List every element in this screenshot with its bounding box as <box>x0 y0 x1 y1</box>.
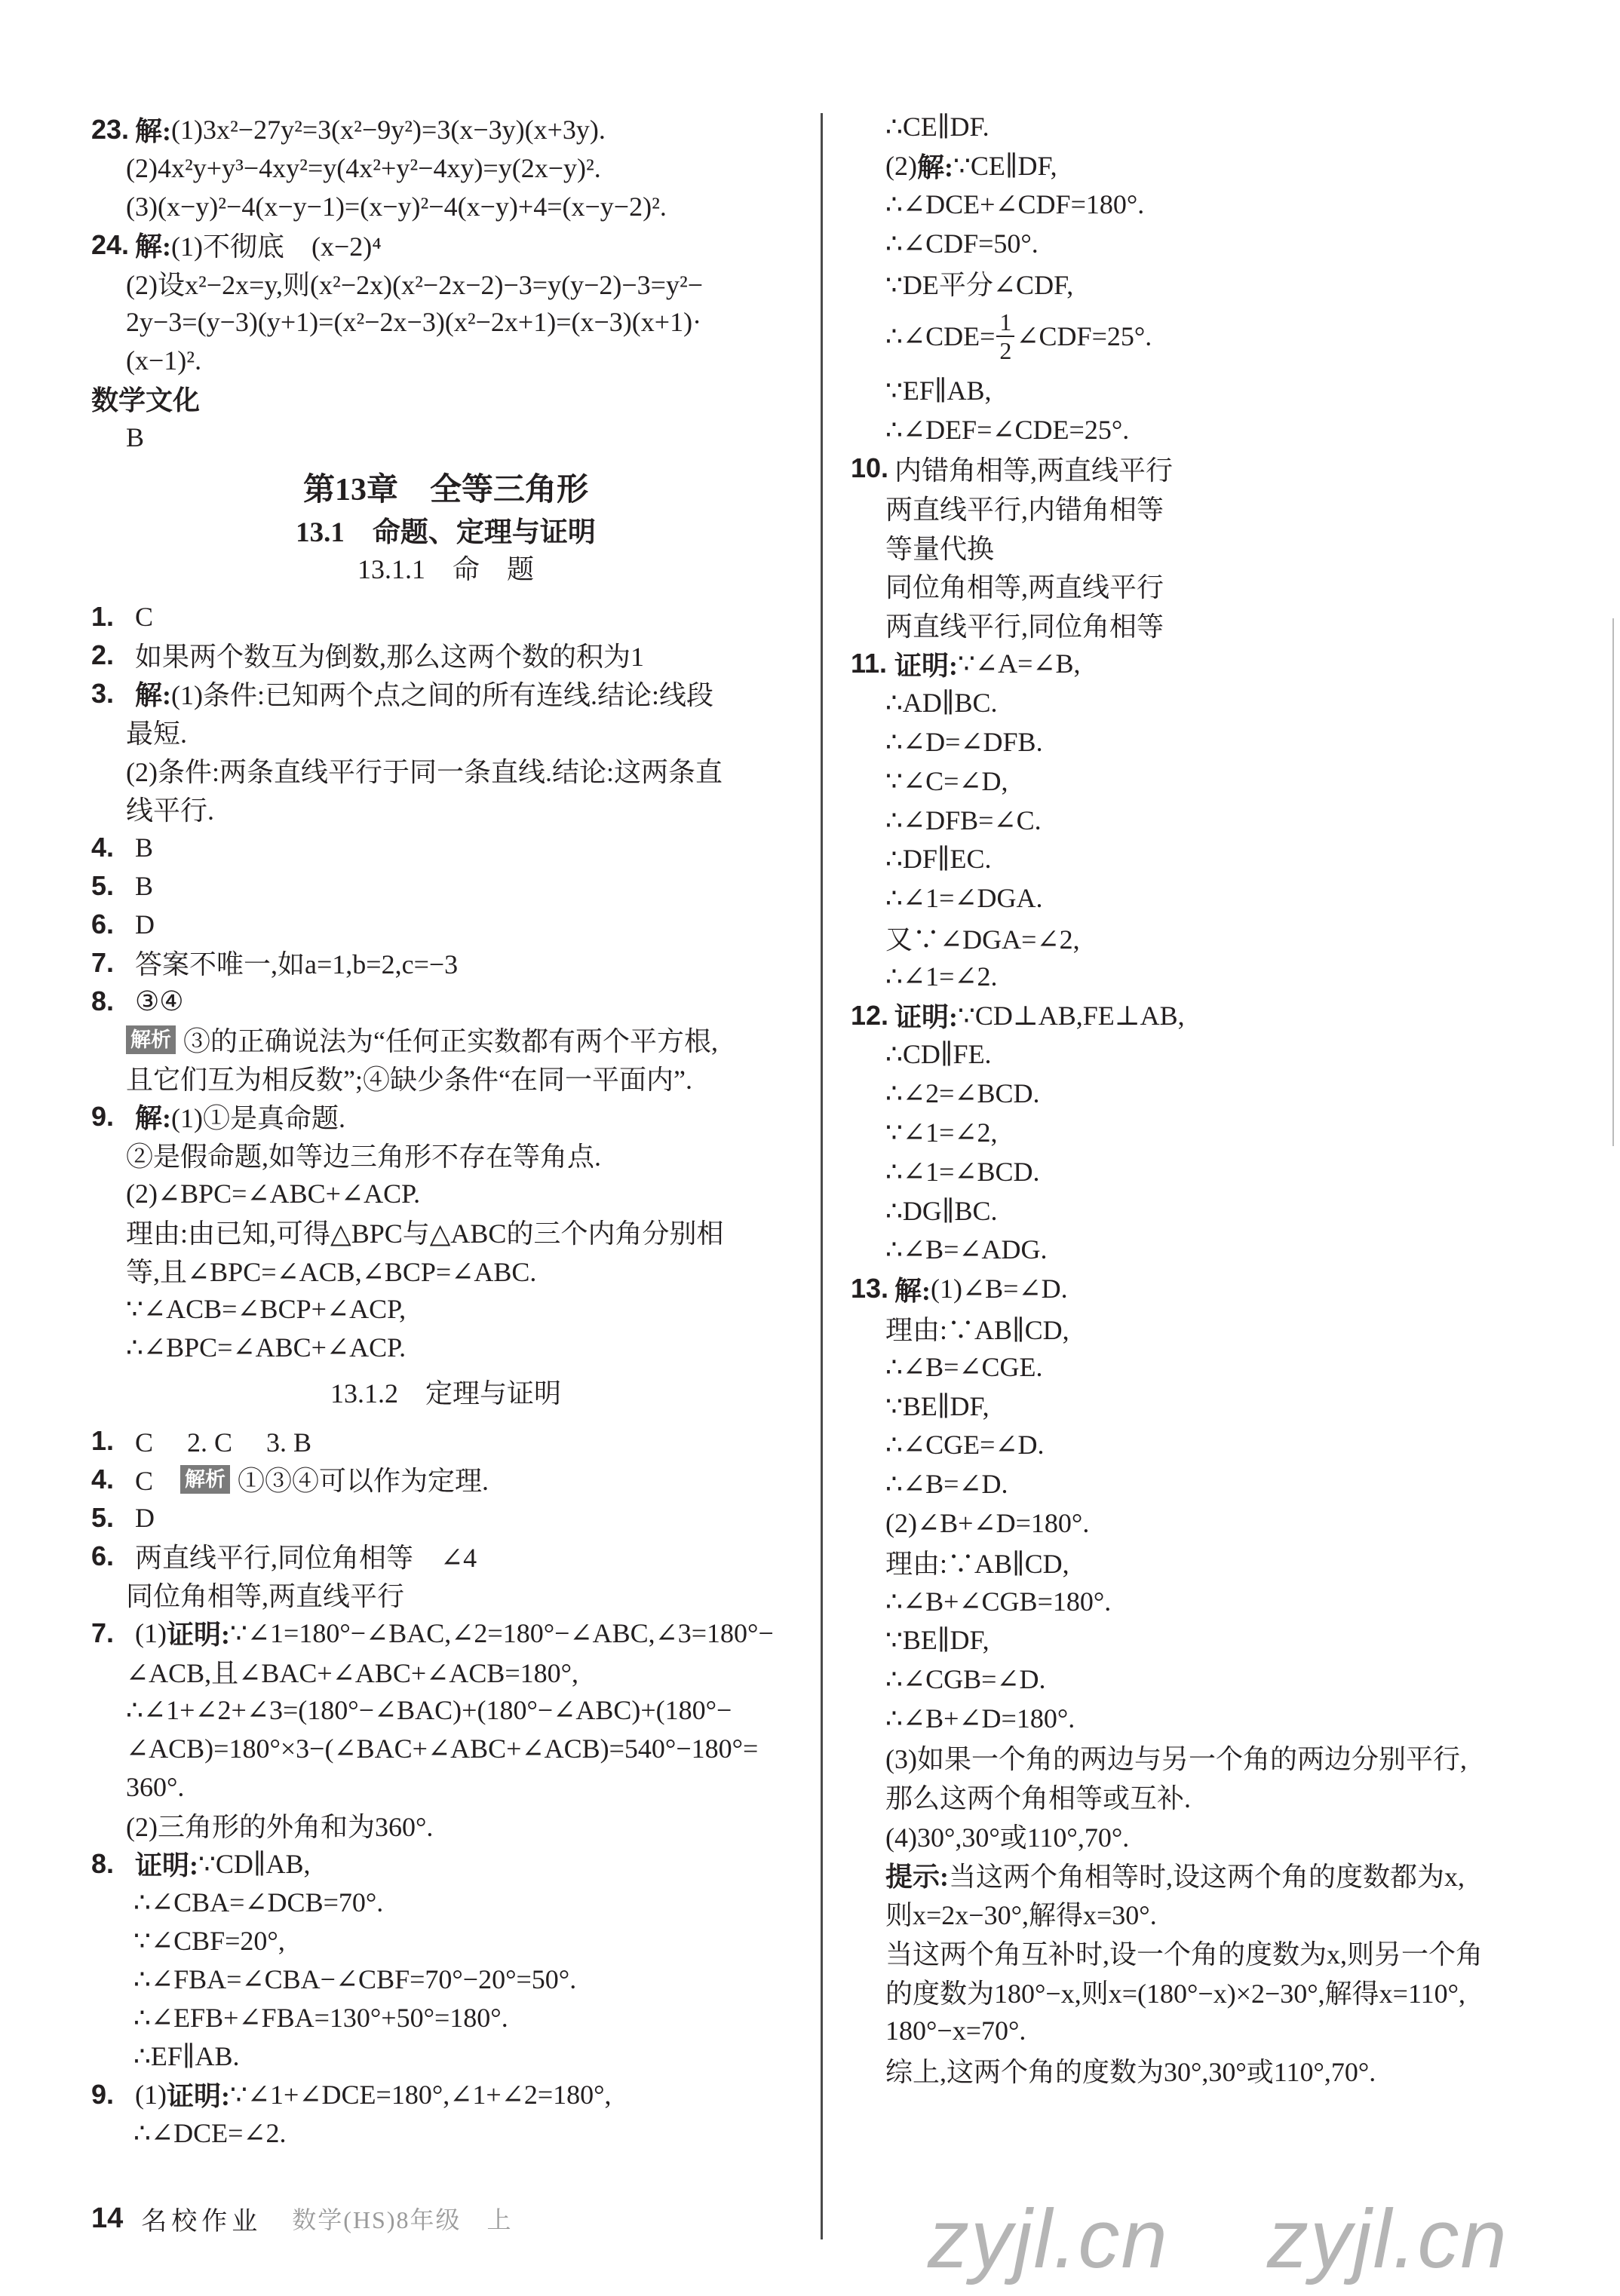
item-number: 8. <box>91 1847 115 1879</box>
answer-text: C <box>135 1466 181 1496</box>
answer-text: 13.1 命题、定理与证明 <box>296 517 596 548</box>
answer-text: 理由:∵AB∥CD, <box>885 1549 1069 1580</box>
answer-line <box>851 1855 1597 1894</box>
answer-text: (2)三角形的外角和为360°. <box>126 1812 434 1842</box>
section-heading <box>91 1372 815 1411</box>
answer-item <box>851 1269 1597 1308</box>
answer-lead: 提示: <box>885 1861 949 1892</box>
answer-item <box>851 449 1597 489</box>
answer-text: ③的正确说法为“任何正实数都有两个平方根, <box>183 1026 718 1056</box>
answer-text: (3)(x−y)²−4(x−y−1)=(x−y)²−4(x−y)+4=(x−y−2)². <box>126 191 667 222</box>
answer-line <box>851 957 1597 996</box>
answer-text: ∴∠FBA=∠CBA−∠CBF=70°−20°=50°. <box>133 1963 577 1994</box>
answer-line <box>91 789 815 828</box>
answer-line <box>91 1174 815 1212</box>
answer-item <box>91 674 815 713</box>
answer-text: 等,且∠BPC=∠ACB,∠BCP=∠ABC. <box>126 1257 537 1287</box>
answer-text: 当这两个角互补时,设一个角的度数为x,则另一个角 <box>885 1939 1483 1970</box>
item-number: 7. <box>91 1617 115 1648</box>
answer-text: ∴∠DEF=∠CDE=25°. <box>885 414 1130 445</box>
answer-text: ∴∠CBA=∠DCB=70°. <box>133 1887 384 1917</box>
answer-text: ∵∠ACB=∠BCP+∠ACP, <box>126 1293 407 1324</box>
answer-line <box>851 1699 1597 1738</box>
answer-line <box>851 371 1597 410</box>
answer-text: ∴∠B=∠CGE. <box>885 1351 1043 1382</box>
answer-line <box>851 107 1597 146</box>
answer-item <box>91 1460 815 1498</box>
answer-text: ∵BE∥DF, <box>885 1390 989 1421</box>
answer-line <box>851 801 1597 840</box>
answer-text: (1)3x²−27y²=3(x²−9y²)=3(x−3y)(x+3y). <box>171 114 606 145</box>
answer-text: (2)条件:两条直线平行于同一条直线.结论:这两条直 <box>126 757 723 787</box>
answer-line <box>851 1231 1597 1270</box>
answer-line <box>851 1464 1597 1504</box>
answer-line <box>91 2114 815 2152</box>
answer-item <box>91 943 815 982</box>
answer-line <box>91 1729 815 1767</box>
answer-text: ∴∠1=∠DGA. <box>885 883 1043 914</box>
answer-lead: 证明: <box>894 650 958 681</box>
answer-lead: 解: <box>135 1103 171 1133</box>
scan-edge-line <box>1612 618 1614 1146</box>
answer-text: (2)∠B+∠D=180°. <box>885 1507 1090 1538</box>
item-number: 24. <box>91 228 130 260</box>
answer-line <box>91 1289 815 1328</box>
answer-text: ∠CDF=25°. <box>1016 321 1152 352</box>
answer-text: ∵EF∥AB, <box>885 375 992 406</box>
answer-line <box>851 1191 1597 1231</box>
page-footer <box>91 2198 513 2239</box>
left-column <box>91 110 815 2152</box>
answer-text: ∴∠B+∠D=180°. <box>885 1703 1075 1733</box>
answer-line <box>851 410 1597 449</box>
answer-text: ∵CD⊥AB,FE⊥AB, <box>958 1000 1185 1031</box>
answer-line <box>851 1152 1597 1191</box>
item-number: 1. <box>91 1424 115 1456</box>
answer-text: ∴∠D=∠DFB. <box>885 727 1043 758</box>
section-heading <box>91 464 815 510</box>
answer-text: ∴CE∥DF. <box>885 111 989 142</box>
answer-text: B <box>126 421 145 452</box>
answer-item <box>91 828 815 866</box>
answer-text: ∵CE∥DF, <box>953 150 1057 181</box>
answer-line <box>91 1652 815 1691</box>
answer-lead: 证明: <box>166 1620 230 1650</box>
answer-line <box>91 1212 815 1251</box>
answer-text: 线平行. <box>126 795 215 826</box>
answer-text: (1)∠B=∠D. <box>931 1274 1068 1304</box>
answer-lead: 解: <box>135 116 171 146</box>
answer-text: ∵DE平分∠CDF, <box>885 269 1074 300</box>
answer-text: D <box>135 909 155 940</box>
answer-line <box>91 751 815 789</box>
answer-text: 第13章 全等三角形 <box>302 473 588 507</box>
answer-text: C 2. C 3. B <box>135 1427 312 1458</box>
analysis-badge: 解析 <box>180 1465 230 1494</box>
answer-text: 最短. <box>126 719 188 749</box>
answer-text: (2)4x²y+y³−4xy²=y(4x²+y²−4xy)=y(2x−y)². <box>126 152 601 183</box>
answer-item <box>91 1097 815 1136</box>
item-number: 9. <box>91 2078 115 2110</box>
fraction <box>996 308 1014 364</box>
answer-lead: 解: <box>916 152 953 183</box>
answer-text: 同位角相等,两直线平行 <box>126 1581 405 1611</box>
answer-text: ∴AD∥BC. <box>885 688 998 719</box>
answer-text: ∴∠EFB+∠FBA=130°+50°=180°. <box>133 2002 508 2033</box>
answer-item <box>91 982 815 1020</box>
page-number: 14 <box>91 2202 124 2234</box>
part-label: (1) <box>135 2079 167 2110</box>
answer-item <box>91 1844 815 1883</box>
answer-text: ∴∠DFB=∠C. <box>885 805 1042 835</box>
answer-text: ①③④可以作为定理. <box>238 1466 489 1496</box>
item-number: 23. <box>91 113 130 145</box>
answer-text: 180°−x=70°. <box>885 2016 1026 2046</box>
answer-line <box>851 1113 1597 1152</box>
part-label: (2) <box>885 150 917 181</box>
item-number: 9. <box>91 1100 115 1132</box>
item-number: 12. <box>851 999 889 1031</box>
answer-text: ∴∠DCE+∠CDF=180°. <box>885 189 1145 220</box>
watermark: zyjl.cn <box>1267 2193 1508 2285</box>
answer-line <box>851 527 1597 566</box>
item-number: 4. <box>91 831 115 863</box>
answer-text: ∴∠CGB=∠D. <box>885 1664 1046 1695</box>
answer-item <box>91 636 815 674</box>
answer-text: ∵∠A=∠B, <box>958 648 1081 679</box>
section-heading <box>91 379 815 418</box>
answer-text: 则x=2x−30°,解得x=30°. <box>885 1900 1157 1931</box>
answer-item <box>851 645 1597 684</box>
answer-line <box>851 918 1597 957</box>
answer-text: (1)不彻底 (x−2)⁴ <box>171 231 382 262</box>
column-divider <box>821 113 823 2239</box>
item-number: 11. <box>851 648 888 679</box>
answer-text: ∴∠1+∠2+∠3=(180°−∠BAC)+(180°−∠ABC)+(180°− <box>126 1694 732 1725</box>
answer-text: 两直线平行,同位角相等 <box>885 612 1164 642</box>
answer-line <box>91 1691 815 1729</box>
answer-line <box>851 762 1597 801</box>
answer-text: ∠ACB,且∠BAC+∠ABC+∠ACB=180°, <box>126 1658 579 1688</box>
answer-item <box>91 2075 815 2114</box>
footer-brand: 名校作业 <box>141 2207 262 2236</box>
item-number: 7. <box>91 946 115 978</box>
answer-text: ∵∠1=180°−∠BAC,∠2=180°−∠ABC,∠3=180°− <box>229 1617 774 1648</box>
answer-text: 等量代换 <box>885 533 995 564</box>
answer-line <box>91 341 815 379</box>
answer-text: 同位角相等,两直线平行 <box>885 572 1164 603</box>
answer-text: ∵∠1+∠DCE=180°,∠1+∠2=180°, <box>229 2079 612 2110</box>
answer-line <box>851 1387 1597 1426</box>
answer-text: ∴∠B+∠CGB=180°. <box>885 1586 1112 1617</box>
footer-subject: 数学(HS)8年级 上 <box>292 2206 513 2233</box>
answer-line <box>851 1426 1597 1465</box>
answer-text: ∴DF∥EC. <box>885 844 992 875</box>
answer-lead: 证明: <box>894 1002 958 1033</box>
answer-line <box>91 1251 815 1289</box>
answer-line <box>851 263 1597 302</box>
item-number: 4. <box>91 1463 115 1494</box>
answer-text: ∵BE∥DF, <box>885 1625 989 1656</box>
answer-text: 答案不唯一,如a=1,b=2,c=−3 <box>135 949 459 979</box>
item-number: 10. <box>851 452 889 484</box>
item-number: 1. <box>91 600 115 632</box>
answer-item <box>91 597 815 636</box>
answer-text: ∴DG∥BC. <box>885 1195 998 1226</box>
answer-line <box>851 1582 1597 1621</box>
item-number: 6. <box>91 908 115 940</box>
fraction-numerator: 1 <box>996 308 1014 337</box>
answer-line <box>91 713 815 751</box>
answer-item <box>91 866 815 905</box>
answer-text: ∴∠2=∠BCD. <box>885 1078 1040 1109</box>
answer-lead: 解: <box>894 1275 931 1306</box>
answer-text: 且它们互为相反数”;④缺少条件“在同一平面内”. <box>126 1065 692 1095</box>
answer-line <box>851 1894 1597 1933</box>
answer-line <box>851 1620 1597 1660</box>
answer-text: (1)①是真命题. <box>171 1103 345 1133</box>
answer-line <box>851 1738 1597 1777</box>
answer-line <box>91 1921 815 1960</box>
answer-lead: 解: <box>135 231 171 262</box>
answer-text: 如果两个数互为倒数,那么这两个数的积为1 <box>135 642 645 672</box>
answer-line <box>851 1816 1597 1855</box>
answer-line <box>851 2011 1597 2050</box>
answer-text: ∴∠1=∠BCD. <box>885 1156 1040 1187</box>
answer-text: ∴∠B=∠D. <box>885 1469 1008 1500</box>
answer-text: (2)设x²−2x=y,则(x²−2x)(x²−2x−2)−3=y(y−2)−3=y²− <box>126 270 704 300</box>
item-number: 5. <box>91 1501 115 1533</box>
answer-line <box>851 1347 1597 1387</box>
answer-text: 理由:∵AB∥CD, <box>885 1314 1069 1345</box>
answer-text: ∴∠B=∠ADG. <box>885 1234 1048 1265</box>
answer-text: 的度数为180°−x,则x=(180°−x)×2−30°,解得x=110°, <box>885 1979 1466 2009</box>
answer-line <box>851 2050 1597 2089</box>
answer-line <box>91 1998 815 2037</box>
answer-text: 数学文化 <box>91 385 201 415</box>
answer-text: ∴EF∥AB. <box>133 2040 240 2071</box>
item-number: 5. <box>91 869 115 901</box>
answer-text: ∴∠1=∠2. <box>885 961 998 992</box>
part-label: (1) <box>135 1617 167 1648</box>
answer-text: ∴∠CGE=∠D. <box>885 1430 1045 1461</box>
answer-line <box>91 1136 815 1174</box>
answer-line <box>91 1020 815 1059</box>
answer-item <box>91 1614 815 1652</box>
answer-line <box>91 418 815 456</box>
item-number: 6. <box>91 1540 115 1571</box>
answer-item <box>91 225 815 264</box>
answer-line <box>851 566 1597 605</box>
answer-line <box>851 224 1597 263</box>
answer-text: C <box>135 601 154 632</box>
answer-text: 那么这两个角相等或互补. <box>885 1783 1192 1814</box>
answer-line <box>851 605 1597 645</box>
section-heading <box>91 548 815 587</box>
answer-line <box>91 149 815 187</box>
answer-text: 两直线平行,内错角相等 <box>885 494 1164 525</box>
answer-text: 理由:由已知,可得△BPC与△ABC的三个内角分别相 <box>126 1219 724 1249</box>
answer-item <box>91 1421 815 1460</box>
answer-line <box>851 146 1597 185</box>
item-number: 2. <box>91 639 115 670</box>
answer-text: ∠ACB)=180°×3−(∠BAC+∠ABC+∠ACB)=540°−180°= <box>126 1733 759 1764</box>
answer-line <box>91 2037 815 2075</box>
answer-line <box>851 1660 1597 1699</box>
answer-text: 13.1.2 定理与证明 <box>330 1378 561 1409</box>
answer-line <box>91 1059 815 1097</box>
answer-line <box>851 722 1597 762</box>
analysis-badge: 解析 <box>126 1025 176 1054</box>
fraction-denominator: 2 <box>999 337 1012 365</box>
right-column <box>851 107 1597 2089</box>
answer-item <box>91 110 815 149</box>
answer-item <box>91 905 815 943</box>
item-number: 8. <box>91 985 115 1016</box>
answer-text: (4)30°,30°或110°,70°. <box>885 1822 1130 1853</box>
answer-line <box>851 488 1597 527</box>
answer-line <box>91 1328 815 1366</box>
answer-lead: 证明: <box>135 1850 198 1881</box>
answer-text: 当这两个角相等时,设这两个角的度数都为x, <box>949 1861 1465 1892</box>
answer-line <box>851 1504 1597 1543</box>
answer-text: 又∵∠DGA=∠2, <box>885 924 1080 955</box>
answer-text: D <box>135 1502 155 1533</box>
answer-text: ∴∠BPC=∠ABC+∠ACP. <box>126 1332 407 1363</box>
answer-text: ∵∠C=∠D, <box>885 765 1008 796</box>
answer-text: B <box>135 870 154 901</box>
answer-text: 2y−3=(y−3)(y+1)=(x²−2x−3)(x²−2x+1)=(x−3)(x+1)· <box>126 306 702 337</box>
answer-text: 360°. <box>126 1771 185 1802</box>
answer-text: ③④ <box>135 986 184 1016</box>
answer-line <box>851 1308 1597 1347</box>
answer-line <box>851 302 1597 371</box>
answer-line <box>851 683 1597 722</box>
answer-lead: 证明: <box>166 2081 230 2111</box>
answer-line <box>851 1973 1597 2012</box>
answer-text: (2)∠BPC=∠ABC+∠ACP. <box>126 1178 421 1209</box>
answer-line <box>851 1543 1597 1582</box>
answer-text: (3)如果一个角的两边与另一个角的两边分别平行, <box>885 1744 1467 1775</box>
section-heading <box>91 510 815 548</box>
answer-text: ∵∠1=∠2, <box>885 1117 998 1148</box>
watermark: zyjl.cn <box>928 2193 1169 2285</box>
answer-text: 两直线平行,同位角相等 ∠4 <box>135 1543 477 1573</box>
answer-text: ∴∠DCE=∠2. <box>133 2117 287 2148</box>
answer-line <box>851 878 1597 918</box>
answer-line <box>851 185 1597 225</box>
answer-text: ∴∠CDE= <box>885 321 996 352</box>
answer-text: ∴∠CDF=50°. <box>885 228 1039 259</box>
item-number: 3. <box>91 677 115 709</box>
answer-text: (x−1)². <box>126 345 202 376</box>
item-number: 13. <box>851 1273 889 1304</box>
answer-line <box>91 302 815 341</box>
answer-text: 13.1.1 命 题 <box>357 554 534 584</box>
answer-line <box>851 1035 1597 1074</box>
answer-text: (1)条件:已知两个点之间的所有连线.结论:线段 <box>171 680 713 710</box>
answer-line <box>91 187 815 225</box>
answer-text: ②是假命题,如等边三角形不存在等角点. <box>126 1142 602 1172</box>
answer-line <box>91 1575 815 1614</box>
answer-text: B <box>135 832 154 863</box>
answer-text: ∵CD∥AB, <box>198 1848 311 1879</box>
answer-text: 综上,这两个角的度数为30°,30°或110°,70°. <box>885 2056 1376 2087</box>
answer-item <box>91 1498 815 1537</box>
answer-line <box>851 1777 1597 1816</box>
answer-line <box>851 1074 1597 1113</box>
answer-text: 内错角相等,两直线平行 <box>894 455 1174 486</box>
answer-line <box>91 1883 815 1921</box>
answer-text: ∵∠CBF=20°, <box>133 1925 285 1956</box>
answer-text: ∴CD∥FE. <box>885 1039 992 1070</box>
answer-lead: 解: <box>135 680 171 710</box>
answer-item <box>91 1537 815 1575</box>
answer-line <box>91 1806 815 1844</box>
answer-line <box>91 264 815 302</box>
answer-item <box>851 996 1597 1035</box>
answer-line <box>851 840 1597 879</box>
answer-line <box>851 1933 1597 1973</box>
answer-line <box>91 1767 815 1806</box>
answer-line <box>91 1960 815 1998</box>
